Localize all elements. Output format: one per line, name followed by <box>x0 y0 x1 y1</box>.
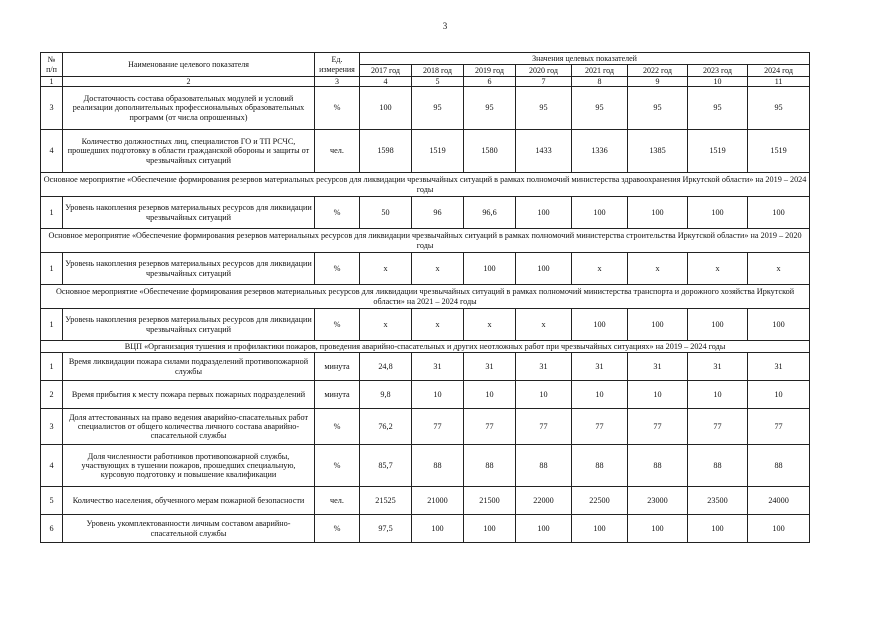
indicator-name: Количество должностных лиц, специалистов ГО и ТП РСЧС, прошедших подготовку в области гражданской обороны и защиты от чрезвычайных ситуаций <box>63 130 315 173</box>
value-cell: 95 <box>628 87 688 130</box>
value-cell: 88 <box>572 445 628 487</box>
value-cell: 77 <box>412 409 464 445</box>
indicator-name: Время ликвидации пожара силами подразделений противопожарной службы <box>63 353 315 381</box>
section-title: Основное мероприятие «Обеспечение формирования резервов материальных ресурсов для ликвидации чрезвычайных ситуаций в рамках полномочий министерства транспорта и дорожного хозяйства Иркутской области» на 2021 – 2024 годы <box>41 285 810 309</box>
header-column-number: 2 <box>63 77 315 87</box>
value-cell: 1433 <box>516 130 572 173</box>
value-cell: 10 <box>516 381 572 409</box>
header-column-number: 3 <box>315 77 360 87</box>
value-cell: 95 <box>572 87 628 130</box>
value-cell: 100 <box>688 515 748 543</box>
value-cell: 100 <box>516 515 572 543</box>
value-cell: 100 <box>628 309 688 341</box>
indicator-name: Уровень накопления резервов материальных ресурсов для ликвидации чрезвычайных ситуаций <box>63 253 315 285</box>
table-row <box>41 130 810 173</box>
value-cell: х <box>464 309 516 341</box>
header-column-number: 1 <box>41 77 63 87</box>
value-cell: х <box>412 253 464 285</box>
unit-cell: % <box>315 409 360 445</box>
header-year: 2022 год <box>628 65 688 77</box>
indicator-name: Уровень укомплектованности личным составом аварийно-спасательной службы <box>63 515 315 543</box>
indicator-name: Время прибытия к месту пожара первых пожарных подразделений <box>63 381 315 409</box>
value-cell: 95 <box>688 87 748 130</box>
value-cell: 22500 <box>572 487 628 515</box>
row-number: 3 <box>41 409 63 445</box>
unit-cell: чел. <box>315 130 360 173</box>
row-number: 4 <box>41 445 63 487</box>
value-cell: 85,7 <box>360 445 412 487</box>
section-title: Основное мероприятие «Обеспечение формирования резервов материальных ресурсов для ликвидации чрезвычайных ситуаций в рамках полномочий министерства строительства Иркутской области» на 2019 – 2020 годы <box>41 229 810 253</box>
value-cell: х <box>748 253 810 285</box>
header-year: 2024 год <box>748 65 810 77</box>
value-cell: 10 <box>628 381 688 409</box>
value-cell: 21000 <box>412 487 464 515</box>
value-cell: х <box>412 309 464 341</box>
value-cell: 100 <box>572 309 628 341</box>
value-cell: 100 <box>572 515 628 543</box>
row-number: 6 <box>41 515 63 543</box>
header-year: 2021 год <box>572 65 628 77</box>
header-column-number: 4 <box>360 77 412 87</box>
header-name: Наименование целевого показателя <box>63 53 315 77</box>
unit-cell: % <box>315 309 360 341</box>
value-cell: х <box>572 253 628 285</box>
value-cell: 10 <box>748 381 810 409</box>
value-cell: 77 <box>572 409 628 445</box>
indicator-name: Количество населения, обученного мерам пожарной безопасности <box>63 487 315 515</box>
row-number: 2 <box>41 381 63 409</box>
header-year: 2019 год <box>464 65 516 77</box>
value-cell: х <box>516 309 572 341</box>
section-title: ВЦП «Организация тушения и профилактики пожаров, проведения аварийно-спасательных и других неотложных работ при чрезвычайных ситуациях» на 2019 – 2024 годы <box>41 341 810 353</box>
row-number: 1 <box>41 353 63 381</box>
page-number: 3 <box>442 21 448 31</box>
value-cell: 77 <box>464 409 516 445</box>
value-cell: 100 <box>360 87 412 130</box>
value-cell: 88 <box>412 445 464 487</box>
header-column-number: 7 <box>516 77 572 87</box>
value-cell: 88 <box>464 445 516 487</box>
value-cell: 10 <box>572 381 628 409</box>
value-cell: 100 <box>516 197 572 229</box>
table-row <box>41 487 810 515</box>
value-cell: 31 <box>628 353 688 381</box>
header-column-number: 10 <box>688 77 748 87</box>
value-cell: 100 <box>412 515 464 543</box>
row-number: 1 <box>41 197 63 229</box>
table-row <box>41 409 810 445</box>
table-row <box>41 445 810 487</box>
value-cell: х <box>360 309 412 341</box>
row-number: 5 <box>41 487 63 515</box>
value-cell: 100 <box>464 515 516 543</box>
row-number: 1 <box>41 253 63 285</box>
header-year: 2018 год <box>412 65 464 77</box>
value-cell: 10 <box>412 381 464 409</box>
value-cell: 100 <box>572 197 628 229</box>
value-cell: х <box>688 253 748 285</box>
target-indicators-table <box>40 52 810 543</box>
value-cell: 100 <box>628 197 688 229</box>
value-cell: 50 <box>360 197 412 229</box>
value-cell: 1519 <box>688 130 748 173</box>
unit-cell: минута <box>315 381 360 409</box>
table-row <box>41 515 810 543</box>
table-row <box>41 381 810 409</box>
value-cell: 1385 <box>628 130 688 173</box>
unit-cell: минута <box>315 353 360 381</box>
header-column-number: 6 <box>464 77 516 87</box>
indicator-name: Достаточность состава образовательных модулей и условий реализации дополнительных профессиональных образовательных программ (от числа опрошенных) <box>63 87 315 130</box>
table-row <box>41 309 810 341</box>
value-cell: 31 <box>464 353 516 381</box>
value-cell: 95 <box>516 87 572 130</box>
section-row <box>41 229 810 253</box>
value-cell: 100 <box>628 515 688 543</box>
value-cell: 22000 <box>516 487 572 515</box>
value-cell: 1519 <box>748 130 810 173</box>
value-cell: 95 <box>412 87 464 130</box>
value-cell: 97,5 <box>360 515 412 543</box>
value-cell: х <box>628 253 688 285</box>
value-cell: 31 <box>572 353 628 381</box>
table-body <box>41 53 810 543</box>
table-row <box>41 353 810 381</box>
table-row <box>41 197 810 229</box>
header-year: 2023 год <box>688 65 748 77</box>
value-cell: 95 <box>464 87 516 130</box>
value-cell: 96 <box>412 197 464 229</box>
row-number: 4 <box>41 130 63 173</box>
unit-cell: % <box>315 515 360 543</box>
header-num: № п/п <box>41 53 63 77</box>
value-cell: 100 <box>748 309 810 341</box>
unit-cell: % <box>315 197 360 229</box>
value-cell: 21525 <box>360 487 412 515</box>
value-cell: 23500 <box>688 487 748 515</box>
value-cell: 1336 <box>572 130 628 173</box>
unit-cell: % <box>315 87 360 130</box>
value-cell: х <box>360 253 412 285</box>
section-row <box>41 285 810 309</box>
value-cell: 31 <box>688 353 748 381</box>
row-number: 3 <box>41 87 63 130</box>
value-cell: 88 <box>628 445 688 487</box>
indicator-name: Доля численности работников противопожарной службы, участвующих в тушении пожаров, прошедших специальную, курсовую подготовку и повышение квалификации <box>63 445 315 487</box>
value-cell: 23000 <box>628 487 688 515</box>
unit-cell: % <box>315 445 360 487</box>
value-cell: 1580 <box>464 130 516 173</box>
header-column-number: 11 <box>748 77 810 87</box>
value-cell: 77 <box>628 409 688 445</box>
header-year: 2017 год <box>360 65 412 77</box>
value-cell: 88 <box>748 445 810 487</box>
value-cell: 76,2 <box>360 409 412 445</box>
indicator-name: Уровень накопления резервов материальных ресурсов для ликвидации чрезвычайных ситуаций <box>63 309 315 341</box>
value-cell: 1519 <box>412 130 464 173</box>
unit-cell: % <box>315 253 360 285</box>
value-cell: 10 <box>688 381 748 409</box>
value-cell: 31 <box>748 353 810 381</box>
section-row <box>41 173 810 197</box>
value-cell: 31 <box>412 353 464 381</box>
value-cell: 77 <box>516 409 572 445</box>
value-cell: 31 <box>516 353 572 381</box>
value-cell: 95 <box>748 87 810 130</box>
value-cell: 1598 <box>360 130 412 173</box>
section-title: Основное мероприятие «Обеспечение формирования резервов материальных ресурсов для ликвидации чрезвычайных ситуаций в рамках полномочий министерства здравоохранения Иркутской области» на 2019 – 2024 годы <box>41 173 810 197</box>
value-cell: 77 <box>748 409 810 445</box>
header-column-number: 5 <box>412 77 464 87</box>
table-row <box>41 253 810 285</box>
section-row <box>41 341 810 353</box>
value-cell: 10 <box>464 381 516 409</box>
indicator-name: Уровень накопления резервов материальных ресурсов для ликвидации чрезвычайных ситуаций <box>63 197 315 229</box>
header-values-title: Значения целевых показателей <box>360 53 810 65</box>
row-number: 1 <box>41 309 63 341</box>
table-row <box>41 87 810 130</box>
value-cell: 100 <box>688 309 748 341</box>
header-column-number: 9 <box>628 77 688 87</box>
indicator-name: Доля аттестованных на право ведения аварийно-спасательных работ специалистов от общего количества личного состава аварийно-спасательной службы <box>63 409 315 445</box>
header-unit: Ед. измерения <box>315 53 360 77</box>
value-cell: 100 <box>464 253 516 285</box>
header-year: 2020 год <box>516 65 572 77</box>
header-column-number: 8 <box>572 77 628 87</box>
value-cell: 24,8 <box>360 353 412 381</box>
value-cell: 9,8 <box>360 381 412 409</box>
value-cell: 100 <box>516 253 572 285</box>
unit-cell: чел. <box>315 487 360 515</box>
value-cell: 88 <box>516 445 572 487</box>
value-cell: 100 <box>748 197 810 229</box>
value-cell: 77 <box>688 409 748 445</box>
value-cell: 100 <box>748 515 810 543</box>
value-cell: 24000 <box>748 487 810 515</box>
value-cell: 100 <box>688 197 748 229</box>
value-cell: 88 <box>688 445 748 487</box>
value-cell: 21500 <box>464 487 516 515</box>
value-cell: 96,6 <box>464 197 516 229</box>
